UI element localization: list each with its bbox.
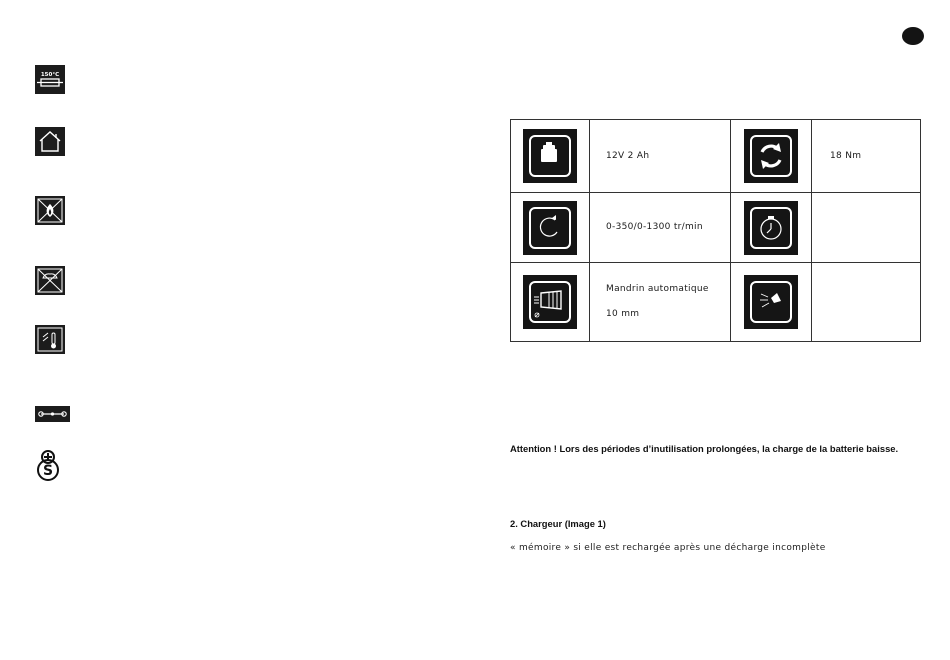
no-fire-icon [35, 196, 65, 225]
cable-icon [35, 406, 70, 422]
battery-warning: Attention ! Lors des périodes d’inutilisation prolongées, la charge de la batterie baisse. [510, 443, 899, 454]
safety-transformer-label: S [42, 463, 54, 479]
body-text: « mémoire » si elle est rechargée après une décharge incomplète [510, 543, 826, 553]
chuck-icon [523, 275, 577, 329]
torque-icon [744, 129, 798, 183]
page-badge [902, 27, 924, 45]
timer-spec [812, 193, 921, 263]
speed-value: 0-350/0-1300 tr/min [606, 222, 703, 232]
thermal-fuse-icon [35, 65, 65, 94]
rotation-speed-icon [523, 201, 577, 255]
section-heading: 2. Chargeur (Image 1) [510, 518, 606, 529]
table-row [511, 193, 921, 263]
led-light-icon [744, 275, 798, 329]
torque-cell [731, 120, 812, 193]
timer-cell [731, 193, 812, 263]
chuck-spec [590, 263, 731, 342]
chuck-type: Mandrin automatique [606, 284, 709, 294]
speed-spec [590, 193, 731, 263]
timer-icon [744, 201, 798, 255]
battery-value: 12V 2 Ah [606, 150, 650, 161]
torque-value: 18 Nm [830, 150, 862, 161]
led-spec [812, 263, 921, 342]
led-cell [731, 263, 812, 342]
temperature-icon [35, 325, 65, 354]
indoor-use-icon [35, 127, 65, 156]
table-row [511, 120, 921, 193]
no-rain-icon [35, 266, 65, 295]
battery-icon [523, 129, 577, 183]
fuse-temperature-label: 150°C [40, 72, 60, 78]
battery-cell [511, 120, 590, 193]
torque-spec [812, 120, 921, 193]
table-row [511, 263, 921, 342]
battery-spec [590, 120, 731, 193]
speed-cell [511, 193, 590, 263]
spec-table [510, 119, 921, 342]
chuck-size: 10 mm [606, 309, 640, 319]
safety-transformer-icon [35, 449, 61, 483]
chuck-cell [511, 263, 590, 342]
